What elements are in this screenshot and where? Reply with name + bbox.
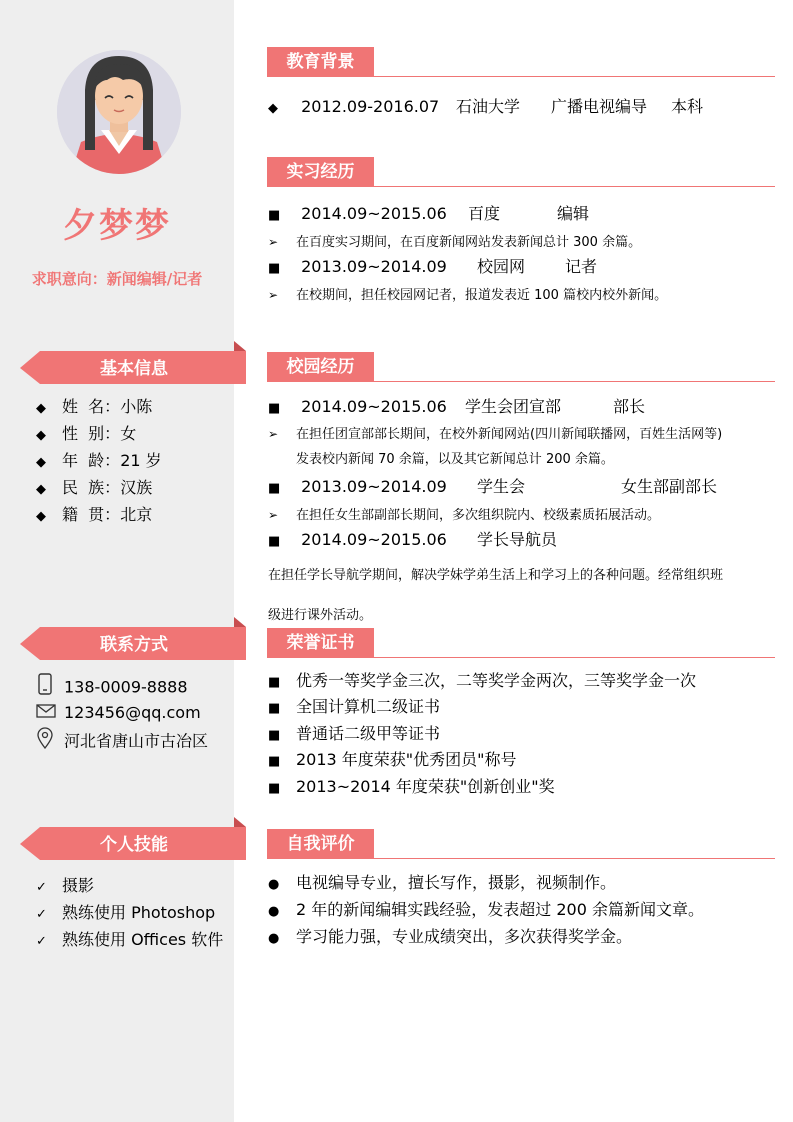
skill-text: 熟练使用 Photoshop [62, 903, 216, 922]
info-label: 性 别： [62, 424, 121, 443]
honor-row [268, 748, 517, 772]
honor-row [268, 669, 696, 693]
self-eval-header [267, 829, 775, 863]
info-value: 21 岁 [120, 451, 162, 470]
campus-desc-continuation [268, 604, 372, 628]
location-pin-icon [36, 727, 64, 757]
internship-header [267, 157, 775, 191]
section-divider [267, 186, 775, 187]
education-header [267, 47, 775, 81]
entry-period: 2014.09~2015.06 [301, 397, 447, 416]
education-degree: 本科 [671, 97, 704, 116]
honor-text: 全国计算机二级证书 [296, 697, 441, 716]
contact-title: 联系方式 [100, 635, 168, 655]
campus-header [267, 352, 775, 386]
diamond-bullet-icon: ◆ [36, 455, 46, 470]
basic-info-header [20, 341, 248, 386]
entry-desc: 在担任学长导航学期间，解决学妹学弟生活上和学习上的各种问题。经常组织班 [268, 568, 724, 583]
arrowhead-bullet-icon: ➢ [268, 508, 279, 522]
square-bullet-icon: ■ [268, 208, 281, 223]
skill-text: 熟练使用 Offices 软件 [62, 930, 224, 949]
check-icon: ✓ [36, 907, 47, 922]
entry-org: 学长导航员 [477, 530, 558, 549]
info-label: 年 龄： [62, 451, 121, 470]
entry-desc: 级进行课外活动。 [268, 608, 373, 623]
entry-role: 编辑 [557, 204, 590, 223]
self-eval-row [268, 871, 616, 895]
contact-phone-row [36, 673, 188, 699]
dot-bullet-icon: ● [268, 877, 280, 892]
skills-header [20, 817, 248, 862]
contact-header [20, 617, 248, 662]
info-label: 姓 名： [62, 397, 121, 416]
basic-info-list [36, 393, 162, 528]
campus-entry-row [268, 395, 646, 419]
info-label: 民 族： [62, 478, 121, 497]
square-bullet-icon: ■ [268, 675, 281, 690]
entry-desc: 在担任团宣部部长期间，在校外新闻网站(四川新闻联播网，百姓生活网等) [296, 427, 723, 442]
info-value: 女 [120, 424, 137, 443]
square-bullet-icon: ■ [268, 481, 281, 496]
entry-org: 学生会 [477, 477, 526, 496]
internship-title: 实习经历 [267, 157, 374, 187]
arrowhead-bullet-icon: ➢ [268, 235, 279, 249]
honor-row [268, 695, 440, 719]
check-icon: ✓ [36, 880, 47, 895]
info-label: 籍 贯： [62, 505, 121, 524]
self-eval-text: 2 年的新闻编辑实践经验，发表超过 200 余篇新闻文章。 [296, 900, 704, 919]
entry-period: 2014.09~2015.06 [301, 530, 447, 549]
list-item [36, 899, 223, 926]
square-bullet-icon: ■ [268, 401, 281, 416]
square-bullet-icon: ■ [268, 781, 281, 796]
sidebar [0, 0, 234, 1122]
entry-org: 百度 [468, 204, 501, 223]
square-bullet-icon: ■ [268, 728, 281, 743]
skills-list [36, 872, 223, 953]
phone-icon [36, 673, 64, 703]
entry-org: 校园网 [477, 257, 526, 276]
honor-text: 优秀一等奖学金三次，二等奖学金两次，三等奖学金一次 [296, 671, 697, 690]
diamond-bullet-icon: ◆ [36, 401, 46, 416]
entry-desc: 在校期间，担任校园网记者，报道发表近 100 篇校内校外新闻。 [296, 288, 668, 303]
campus-desc-row [268, 503, 660, 527]
internship-entry-row [268, 202, 590, 226]
job-objective: 求职意向：新闻编辑/记者 [31, 270, 203, 288]
phone-number[interactable]: 138-0009-8888 [64, 677, 188, 697]
applicant-name: 夕梦梦 [63, 206, 171, 246]
section-divider [267, 657, 775, 658]
entry-role: 记者 [565, 257, 598, 276]
campus-entry-row [268, 475, 718, 499]
list-item [36, 474, 162, 501]
avatar-illustration [57, 50, 181, 174]
entry-period: 2013.09~2014.09 [301, 477, 447, 496]
campus-desc-row [268, 422, 722, 446]
education-major: 广播电视编导 [551, 97, 648, 116]
list-item [36, 420, 162, 447]
arrowhead-bullet-icon: ➢ [268, 288, 279, 302]
square-bullet-icon: ■ [268, 754, 281, 769]
list-item [36, 872, 223, 899]
self-eval-title: 自我评价 [267, 829, 374, 859]
basic-info-title: 基本信息 [100, 359, 168, 379]
self-eval-text: 学习能力强，专业成绩突出，多次获得奖学金。 [296, 927, 633, 946]
honor-text: 普通话二级甲等证书 [296, 724, 441, 743]
list-item [36, 501, 162, 528]
contact-address-row [36, 727, 208, 753]
info-value: 小陈 [120, 397, 153, 416]
entry-role: 女生部副部长 [621, 477, 718, 496]
list-item [36, 393, 162, 420]
honors-header [267, 628, 775, 662]
entry-period: 2014.09~2015.06 [301, 204, 447, 223]
check-icon: ✓ [36, 934, 47, 949]
education-row [268, 95, 704, 119]
mail-icon [36, 701, 64, 727]
campus-entry-row [268, 528, 558, 552]
section-divider [267, 381, 775, 382]
entry-desc: 在百度实习期间，在百度新闻网站发表新闻总计 300 余篇。 [296, 235, 642, 250]
list-item [36, 926, 223, 953]
entry-org: 学生会团宣部 [465, 397, 562, 416]
section-divider [267, 76, 775, 77]
square-bullet-icon: ■ [268, 534, 281, 549]
list-item [36, 447, 162, 474]
diamond-bullet-icon: ◆ [36, 482, 46, 497]
education-school: 石油大学 [456, 97, 521, 116]
internship-desc-row [268, 230, 641, 254]
diamond-bullet-icon: ◆ [268, 101, 278, 116]
internship-desc-row [268, 283, 667, 307]
honor-row [268, 775, 555, 799]
honor-text: 2013 年度荣获"优秀团员"称号 [296, 750, 517, 769]
honors-title: 荣誉证书 [267, 628, 374, 658]
section-divider [267, 858, 775, 859]
internship-entry-row [268, 255, 598, 279]
skills-title: 个人技能 [100, 835, 168, 855]
email-address[interactable]: 123456@qq.com [64, 703, 201, 722]
contact-email-row [36, 700, 201, 726]
entry-role: 部长 [613, 397, 646, 416]
education-period: 2012.09-2016.07 [301, 97, 440, 116]
honor-text: 2013~2014 年度荣获"创新创业"奖 [296, 777, 555, 796]
self-eval-row [268, 898, 704, 922]
entry-period: 2013.09~2014.09 [301, 257, 447, 276]
square-bullet-icon: ■ [268, 701, 281, 716]
diamond-bullet-icon: ◆ [36, 509, 46, 524]
honor-row [268, 722, 440, 746]
dot-bullet-icon: ● [268, 931, 280, 946]
campus-title: 校园经历 [267, 352, 374, 382]
home-address: 河北省唐山市古冶区 [64, 731, 209, 751]
square-bullet-icon: ■ [268, 261, 281, 276]
info-value: 北京 [120, 505, 153, 524]
education-title: 教育背景 [267, 47, 374, 77]
self-eval-row [268, 925, 632, 949]
diamond-bullet-icon: ◆ [36, 428, 46, 443]
skill-text: 摄影 [62, 876, 95, 895]
campus-desc-continuation [296, 448, 614, 472]
entry-desc: 发表校内新闻 70 余篇，以及其它新闻总计 200 余篇。 [296, 452, 614, 467]
info-value: 汉族 [120, 478, 153, 497]
self-eval-text: 电视编导专业，擅长写作，摄影，视频制作。 [296, 873, 617, 892]
campus-desc-row [268, 564, 723, 588]
entry-desc: 在担任女生部副部长期间，多次组织院内、校级素质拓展活动。 [296, 508, 661, 523]
arrowhead-bullet-icon: ➢ [268, 427, 279, 441]
dot-bullet-icon: ● [268, 904, 280, 919]
avatar [57, 50, 181, 174]
